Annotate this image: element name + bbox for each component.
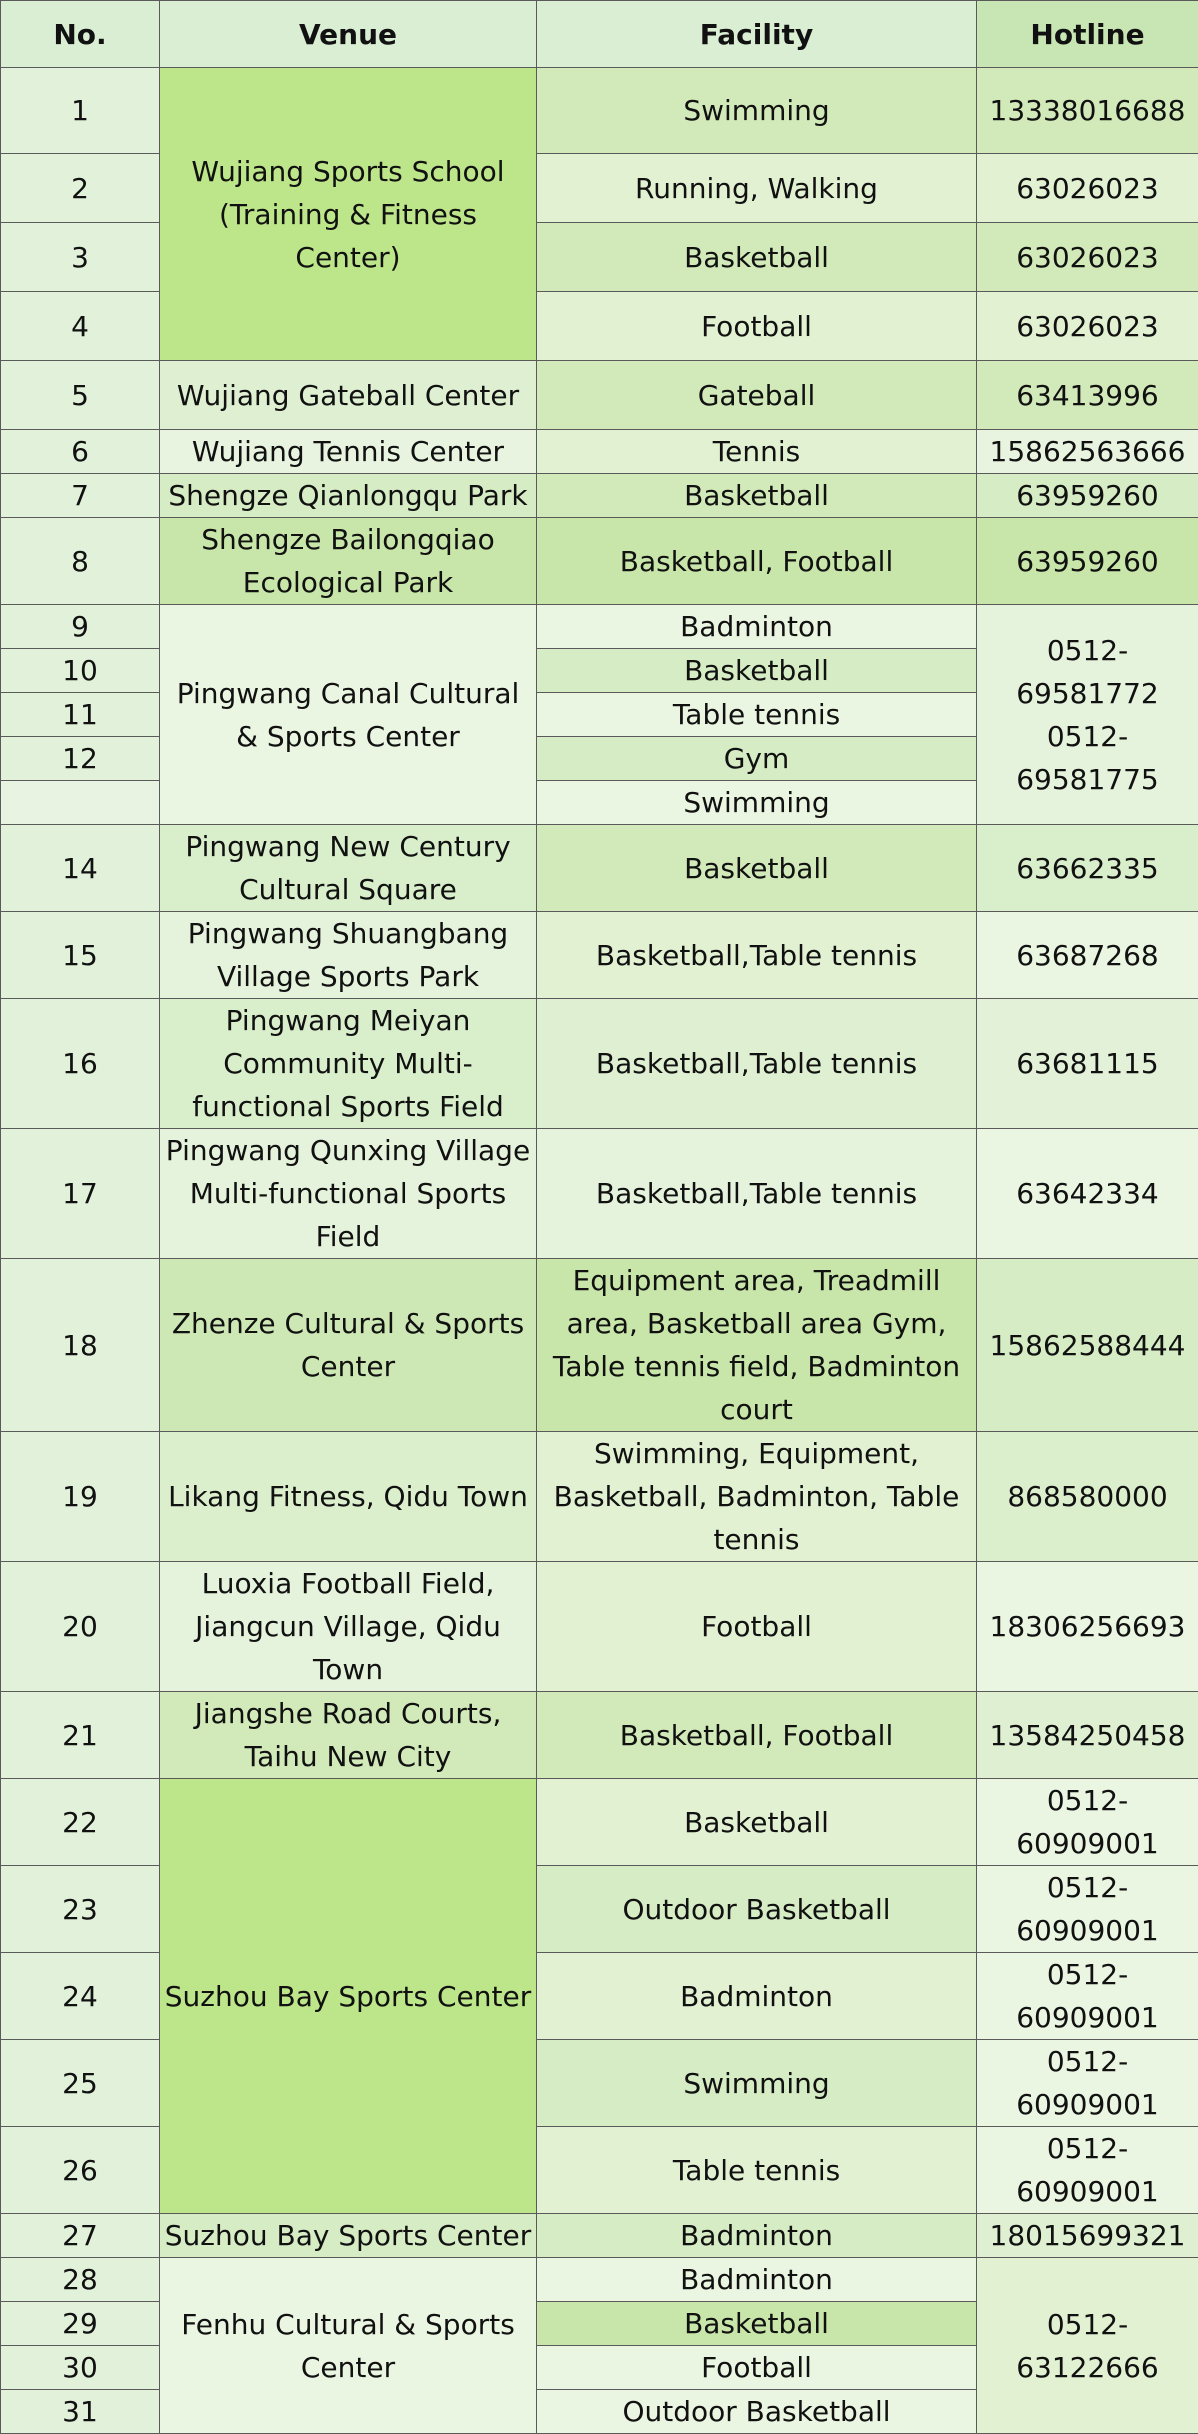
- cell-no: 24: [1, 1953, 160, 2040]
- cell-no: 25: [1, 2040, 160, 2127]
- cell-hotline: 63662335: [977, 825, 1198, 912]
- cell-facility: Basketball: [537, 1779, 977, 1866]
- cell-hotline: 0512-60909001: [977, 2040, 1198, 2127]
- cell-no: 8: [1, 518, 160, 605]
- header-facility: Facility: [537, 1, 977, 68]
- table-row: [1, 1129, 1198, 1259]
- cell-hotline: 18015699321: [977, 2214, 1198, 2258]
- cell-no: 23: [1, 1866, 160, 1953]
- cell-no: 7: [1, 474, 160, 518]
- cell-facility: Badminton: [537, 605, 977, 649]
- cell-facility: Swimming: [537, 781, 977, 825]
- cell-no: 3: [1, 223, 160, 292]
- cell-facility: Table tennis: [537, 693, 977, 737]
- cell-facility: Badminton: [537, 2214, 977, 2258]
- cell-facility: Table tennis: [537, 2127, 977, 2214]
- table-row: [1, 2258, 1198, 2302]
- cell-no: 2: [1, 154, 160, 223]
- cell-facility: Outdoor Basketball: [537, 2390, 977, 2434]
- cell-hotline: 18306256693: [977, 1562, 1198, 1692]
- cell-no: 1: [1, 68, 160, 154]
- table-row: [1, 1562, 1198, 1692]
- cell-venue: Shengze Qianlongqu Park: [160, 474, 537, 518]
- cell-no: 29: [1, 2302, 160, 2346]
- cell-no: 31: [1, 2390, 160, 2434]
- cell-venue: Shengze Bailongqiao Ecological Park: [160, 518, 537, 605]
- cell-venue: Jiangshe Road Courts, Taihu New City: [160, 1692, 537, 1779]
- cell-no: 14: [1, 825, 160, 912]
- cell-no: 16: [1, 999, 160, 1129]
- cell-venue: Likang Fitness, Qidu Town: [160, 1432, 537, 1562]
- table-row: [1, 1432, 1198, 1562]
- cell-hotline: 0512-63122666: [977, 2258, 1198, 2434]
- table-row: [1, 68, 1198, 154]
- cell-hotline: 13338016688: [977, 68, 1198, 154]
- cell-hotline: 63413996: [977, 361, 1198, 430]
- cell-facility: Swimming, Equipment, Basketball, Badminton, Table tennis: [537, 1432, 977, 1562]
- cell-facility: Badminton: [537, 2258, 977, 2302]
- cell-facility: Basketball, Football: [537, 1692, 977, 1779]
- cell-no: 5: [1, 361, 160, 430]
- cell-venue: Wujiang Sports School (Training & Fitness Center): [160, 68, 537, 361]
- cell-facility: Basketball: [537, 825, 977, 912]
- cell-facility: Basketball,Table tennis: [537, 1129, 977, 1259]
- cell-hotline: 0512-60909001: [977, 2127, 1198, 2214]
- cell-no: 9: [1, 605, 160, 649]
- table-row: [1, 1692, 1198, 1779]
- cell-facility: Equipment area, Treadmill area, Basketball area Gym, Table tennis field, Badminton court: [537, 1259, 977, 1432]
- cell-hotline: 13584250458: [977, 1692, 1198, 1779]
- cell-hotline: 63687268: [977, 912, 1198, 999]
- cell-no: 28: [1, 2258, 160, 2302]
- cell-venue: Wujiang Tennis Center: [160, 430, 537, 474]
- cell-no: 19: [1, 1432, 160, 1562]
- table-row: [1, 361, 1198, 430]
- cell-facility: Gateball: [537, 361, 977, 430]
- cell-venue: Suzhou Bay Sports Center: [160, 1779, 537, 2214]
- cell-no: 18: [1, 1259, 160, 1432]
- cell-venue: Pingwang Canal Cultural & Sports Center: [160, 605, 537, 825]
- cell-hotline: 0512-69581772 0512-69581775: [977, 605, 1198, 825]
- cell-facility: Football: [537, 2346, 977, 2390]
- cell-facility: Basketball,Table tennis: [537, 999, 977, 1129]
- cell-facility: Swimming: [537, 2040, 977, 2127]
- header-no: No.: [1, 1, 160, 68]
- cell-no: 21: [1, 1692, 160, 1779]
- cell-venue: Suzhou Bay Sports Center: [160, 2214, 537, 2258]
- cell-venue: Wujiang Gateball Center: [160, 361, 537, 430]
- table-row: [1, 1259, 1198, 1432]
- table-row: [1, 1779, 1198, 1866]
- cell-hotline: 15862563666: [977, 430, 1198, 474]
- cell-hotline: 15862588444: [977, 1259, 1198, 1432]
- cell-no: 20: [1, 1562, 160, 1692]
- cell-hotline: 63642334: [977, 1129, 1198, 1259]
- cell-no: 6: [1, 430, 160, 474]
- cell-facility: Swimming: [537, 68, 977, 154]
- cell-no: 22: [1, 1779, 160, 1866]
- cell-facility: Football: [537, 292, 977, 361]
- cell-facility: Badminton: [537, 1953, 977, 2040]
- cell-facility: Football: [537, 1562, 977, 1692]
- cell-facility: Basketball, Football: [537, 518, 977, 605]
- cell-hotline: 63959260: [977, 474, 1198, 518]
- table-row: [1, 430, 1198, 474]
- cell-hotline: 63026023: [977, 223, 1198, 292]
- table-row: [1, 825, 1198, 912]
- cell-hotline: 63959260: [977, 518, 1198, 605]
- cell-no: 27: [1, 2214, 160, 2258]
- table-row: [1, 912, 1198, 999]
- cell-hotline: 868580000: [977, 1432, 1198, 1562]
- cell-no: 4: [1, 292, 160, 361]
- cell-no: 30: [1, 2346, 160, 2390]
- cell-venue: Pingwang Shuangbang Village Sports Park: [160, 912, 537, 999]
- cell-no: 10: [1, 649, 160, 693]
- cell-no: 26: [1, 2127, 160, 2214]
- cell-venue: Pingwang Meiyan Community Multi-functional Sports Field: [160, 999, 537, 1129]
- cell-venue: Pingwang New Century Cultural Square: [160, 825, 537, 912]
- cell-facility: Basketball: [537, 649, 977, 693]
- cell-no: 11: [1, 693, 160, 737]
- cell-venue: Fenhu Cultural & Sports Center: [160, 2258, 537, 2434]
- cell-no: 12: [1, 737, 160, 781]
- cell-hotline: 0512-60909001: [977, 1953, 1198, 2040]
- cell-facility: Running, Walking: [537, 154, 977, 223]
- cell-hotline: 63026023: [977, 292, 1198, 361]
- cell-facility: Gym: [537, 737, 977, 781]
- cell-facility: Basketball,Table tennis: [537, 912, 977, 999]
- table-row: [1, 474, 1198, 518]
- header-venue: Venue: [160, 1, 537, 68]
- cell-hotline: 0512-60909001: [977, 1779, 1198, 1866]
- cell-facility: Tennis: [537, 430, 977, 474]
- cell-venue: Pingwang Qunxing Village Multi-functional Sports Field: [160, 1129, 537, 1259]
- cell-no: [1, 781, 160, 825]
- cell-no: 17: [1, 1129, 160, 1259]
- cell-hotline: 63681115: [977, 999, 1198, 1129]
- cell-facility: Outdoor Basketball: [537, 1866, 977, 1953]
- cell-facility: Basketball: [537, 474, 977, 518]
- cell-facility: Basketball: [537, 2302, 977, 2346]
- cell-no: 15: [1, 912, 160, 999]
- cell-hotline: 63026023: [977, 154, 1198, 223]
- table-row: [1, 605, 1198, 649]
- cell-venue: Zhenze Cultural & Sports Center: [160, 1259, 537, 1432]
- table-body: [1, 68, 1198, 2434]
- table-row: [1, 518, 1198, 605]
- header-hotline: Hotline: [977, 1, 1198, 68]
- cell-facility: Basketball: [537, 223, 977, 292]
- table-row: [1, 2214, 1198, 2258]
- header-row: [1, 1, 1198, 68]
- cell-hotline: 0512-60909001: [977, 1866, 1198, 1953]
- cell-venue: Luoxia Football Field, Jiangcun Village, Qidu Town: [160, 1562, 537, 1692]
- table-row: [1, 999, 1198, 1129]
